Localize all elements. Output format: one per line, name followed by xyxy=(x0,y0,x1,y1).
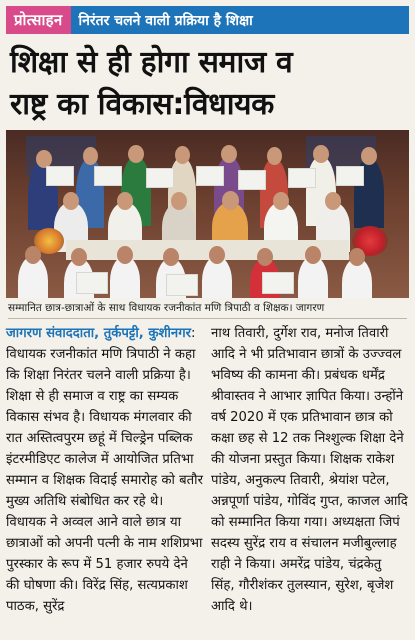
kicker-line: निरंतर चलने वाली प्रक्रिया है शिक्षा xyxy=(71,6,409,34)
photo-face xyxy=(83,147,98,165)
photo-face xyxy=(313,145,329,163)
headline xyxy=(10,42,407,126)
certificate xyxy=(238,170,266,190)
photo-face xyxy=(267,147,282,165)
photo-face xyxy=(163,248,179,266)
certificate xyxy=(46,166,74,186)
photo-face xyxy=(25,246,41,264)
certificate xyxy=(336,166,364,186)
certificate xyxy=(94,166,122,186)
photo-face xyxy=(63,192,79,210)
article-text-col1: : विधायक रजनीकांत मणि त्रिपाठी ने कहा कि शिक्षा निरंतर चलने वाली प्रक्रिया है। शिक्षा से ही समाज व राष्ट्र का सम्यक विकास संभव है। विधायक मंगलवार की रात अस्तित्वपुरम छहूं में चिल्ड्रेन पब्लिक इंटरमीडिएट कालेज में आयोजित प्रतिभा सम्मान व शिक्षक विदाई समारोह को बतौर मुख्य अतिथि संबोधित कर रहे थे। विधायक ने अव्वल आने वाले छात्र या छात्राओं को अपनी पत्नी के नाम शशिप्रभा पुरस्कार के रूप में 51 हजार रुपये देने की घोषणा की। विरेंद्र सिंह, सत्यप्रकाश पाठक, सुरेंद्र xyxy=(6,326,203,614)
certificate xyxy=(196,166,224,186)
photo-face xyxy=(325,192,341,210)
photo-caption: सम्मानित छात्र-छात्राओं के साथ विधायक रजनीकांत मणि त्रिपाठी व शिक्षक। जागरण xyxy=(8,301,407,319)
article-column-1 xyxy=(6,323,203,617)
photo-face xyxy=(171,192,187,210)
photo-face xyxy=(128,145,144,163)
certificate xyxy=(146,168,174,188)
article-text-col2: नाथ तिवारी, दुर्गेश राव, मनोज तिवारी आदि ने भी प्रतिभावान छात्रों के उज्ज्वल भविष्य की कामना की। प्रबंधक धर्मेंद्र श्रीवास्तव ने आभार ज्ञापित किया। उन्होंने वर्ष 2020 में एक प्रतिभावान छात्र को कक्षा छह से 12 तक निश्शुल्क शिक्षा देने की योजना प्रस्तुत किया। शिक्षक राकेश पांडेय, अनुकल्प तिवारी, श्रेयांश पटेल, अन्नपूर्णा पांडेय, गोविंद गुप्त, काजल आदि को सम्मानित किया गया। अध्यक्षता जिपं सदस्य सुरेंद्र राय व संचालन मजीबुल्लाह राही ने किया। अमरेंद्र पांडेय, चंद्रकेतु सिंह, गौरीशंकर तुलस्यान, सुरेश, बृजेश आदि थे। xyxy=(211,326,408,614)
photo-face xyxy=(117,192,133,210)
photo-face xyxy=(71,248,87,266)
headline-line-2: राष्ट्र का विकास:विधायक xyxy=(10,87,275,122)
dateline: जागरण संवाददाता, तुर्कपट्टी, कुशीनगर xyxy=(6,326,192,341)
photo-face xyxy=(175,146,190,164)
photo-face xyxy=(305,246,321,264)
photo-face xyxy=(209,246,225,264)
certificate xyxy=(288,168,316,188)
photo-face xyxy=(257,248,273,266)
photo-face xyxy=(222,191,239,210)
article-column-2 xyxy=(211,323,408,617)
section-tag: प्रोत्साहन xyxy=(6,6,71,34)
certificate xyxy=(76,272,108,294)
certificate xyxy=(262,272,294,294)
article-body xyxy=(6,323,409,617)
photo-face xyxy=(349,248,365,266)
photo-face xyxy=(221,145,237,163)
event-photo xyxy=(6,130,409,298)
photo-face xyxy=(117,246,133,264)
certificate xyxy=(166,274,198,296)
headline-line-1: शिक्षा से ही होगा समाज व xyxy=(10,45,293,80)
header-bar xyxy=(6,6,409,34)
photo-face xyxy=(361,147,377,165)
photo-face xyxy=(273,192,289,210)
